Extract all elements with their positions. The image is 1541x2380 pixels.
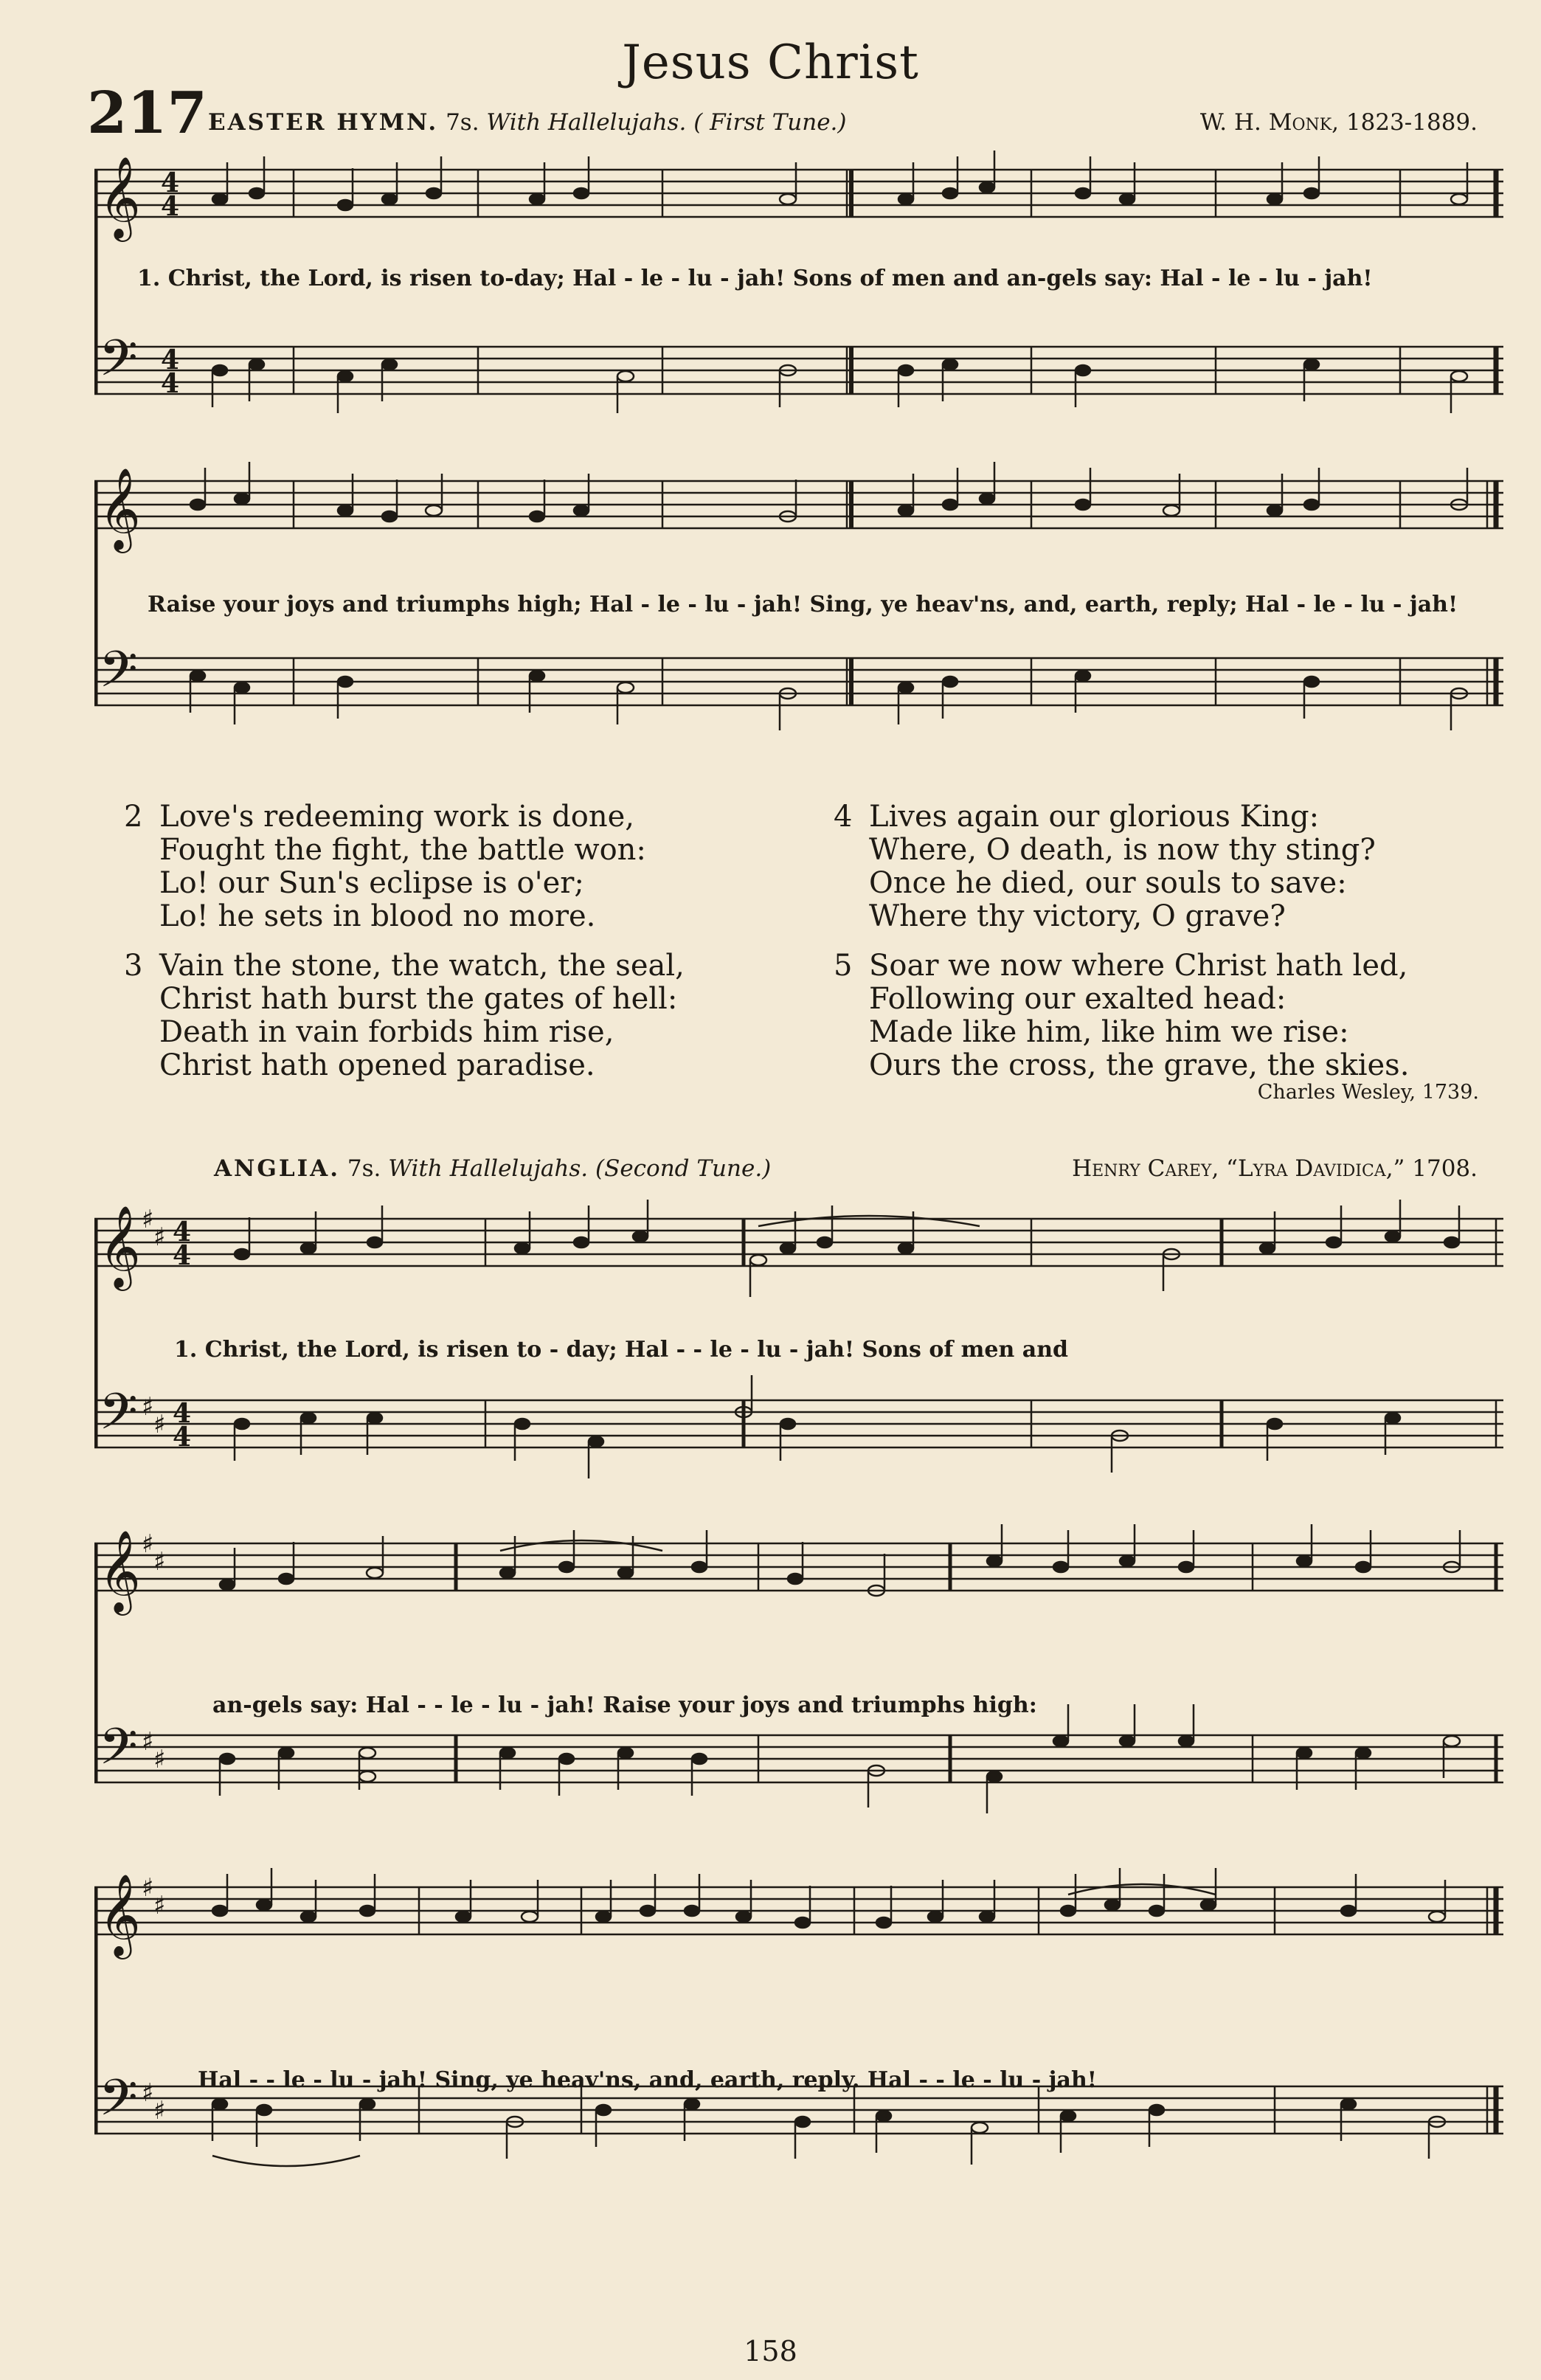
svg-text:𝄞: 𝄞 [99,467,141,550]
tune2-lyrics-line1: 1. Christ, the Lord, is risen to - day; Hal - - le - lu - jah! Sons of men and [174,1337,1068,1363]
tune2-system-1 [94,1189,1505,1499]
svg-text:𝄢: 𝄢 [99,1718,138,1788]
tune2-order: (Second Tune.) [595,1155,772,1182]
section-title: Jesus Christ [622,35,919,90]
verse-line: Fought the fight, the battle won: [159,833,646,867]
svg-text:4: 4 [161,368,180,399]
tune1-note: With Hallelujahs. [486,109,687,136]
text-author: Charles Wesley, 1739. [1257,1081,1479,1104]
tune2-note: With Hallelujahs. [388,1155,589,1182]
verse-line: Christ hath burst the gates of hell: [159,982,678,1016]
tune2-heading [214,1155,771,1182]
verse-4 [834,800,1376,933]
verse-number: 3 [124,949,143,983]
tune1-heading [208,109,847,136]
verse-number: 2 [124,800,143,834]
tune1-lyrics-line2: Raise your joys and triumphs high; Hal - le - lu - jah! Sing, ye heav'ns, and, earth, reply; Hal - le - lu - jah! [148,592,1458,618]
verse-number: 5 [834,949,853,983]
verse-line: Death in vain forbids him rise, [159,1015,614,1049]
page-number: 158 [744,2335,797,2367]
tune1-name: EASTER HYMN. [208,109,439,136]
verse-line: Once he died, our souls to save: [869,866,1347,900]
svg-text:♯: ♯ [153,1410,166,1439]
svg-text:4: 4 [173,1240,192,1271]
svg-text:4: 4 [173,1422,192,1453]
svg-text:𝄢: 𝄢 [99,2069,138,2139]
svg-text:𝄞: 𝄞 [99,156,141,238]
verse-3 [124,949,685,1082]
svg-text:♯: ♯ [142,1392,154,1422]
svg-text:𝄞: 𝄞 [99,1529,141,1612]
tune1-composer: W. H. Monk, 1823-1889. [1199,109,1478,136]
svg-text:♯: ♯ [153,1745,166,1774]
svg-text:𝄞: 𝄞 [99,1873,141,1956]
verse-number: 4 [834,800,853,834]
svg-text:4: 4 [161,191,180,222]
verse-line: Vain the stone, the watch, the seal, [159,949,685,983]
verse-line: Where, O death, is now thy sting? [869,833,1376,867]
verse-line: Christ hath opened paradise. [159,1048,595,1082]
tune2-system-3 [94,1853,1505,2200]
verse-line: Ours the cross, the grave, the skies. [869,1048,1410,1082]
svg-text:♯: ♯ [142,1529,154,1559]
verse-line: Soar we now where Christ hath led, [869,949,1408,983]
verse-line: Lives again our glorious King: [869,800,1320,834]
verse-2 [124,800,646,933]
verse-5 [834,949,1410,1082]
svg-text:𝄢: 𝄢 [99,1383,138,1453]
svg-text:♯: ♯ [142,2078,154,2108]
tune1-system-1-staves [94,148,1505,457]
svg-text:𝄢: 𝄢 [99,641,138,711]
svg-text:♯: ♯ [153,1891,166,1920]
tune2-lyrics-line2: an-gels say: Hal - - le - lu - jah! Raise your joys and triumphs high: [212,1692,1037,1718]
verse-line: Made like him, like him we rise: [869,1015,1349,1049]
hymn-number: 217 [87,80,207,147]
verse-line: Lo! he sets in blood no more. [159,899,596,933]
tune2-meter: 7s. [347,1155,381,1182]
svg-text:4: 4 [173,1398,192,1429]
tune1-lyrics-line1: 1. Christ, the Lord, is risen to-day; Hal - le - lu - jah! Sons of men and an-gels say: Hal - le - lu - jah! [137,266,1373,291]
tune1-system-1 [94,148,1505,457]
svg-text:♯: ♯ [153,1547,166,1577]
tune2-composer: Henry Carey, “Lyra Davidica,” 1708. [1072,1155,1478,1182]
verse-line: Where thy victory, O grave? [869,899,1286,933]
verse-line: Following our exalted head: [869,982,1287,1016]
svg-text:𝄢: 𝄢 [99,330,138,400]
svg-text:♯: ♯ [153,1222,166,1252]
tune2-system-2-staves [94,1514,1505,1838]
svg-text:𝄞: 𝄞 [99,1205,141,1287]
tune1-meter: 7s. [446,109,479,136]
svg-text:4: 4 [161,345,180,376]
svg-text:4: 4 [173,1217,192,1248]
tune2-name: ANGLIA. [214,1155,341,1182]
svg-text:4: 4 [161,167,180,198]
tune2-lyrics-line3: Hal - - le - lu - jah! Sing, ye heav'ns, and, earth, reply. Hal - - le - lu - jah! [198,2067,1097,2093]
tune2-system-2 [94,1514,1505,1838]
verse-line: Lo! our Sun's eclipse is o'er; [159,866,584,900]
svg-text:♯: ♯ [142,1205,154,1234]
svg-text:♯: ♯ [153,2096,166,2125]
tune1-system-2 [94,459,1505,754]
tune2-system-3-staves [94,1853,1505,2200]
verse-line: Love's redeeming work is done, [159,800,634,834]
tune1-order: ( First Tune.) [693,109,847,136]
svg-text:♯: ♯ [142,1727,154,1757]
svg-text:♯: ♯ [142,1873,154,1903]
